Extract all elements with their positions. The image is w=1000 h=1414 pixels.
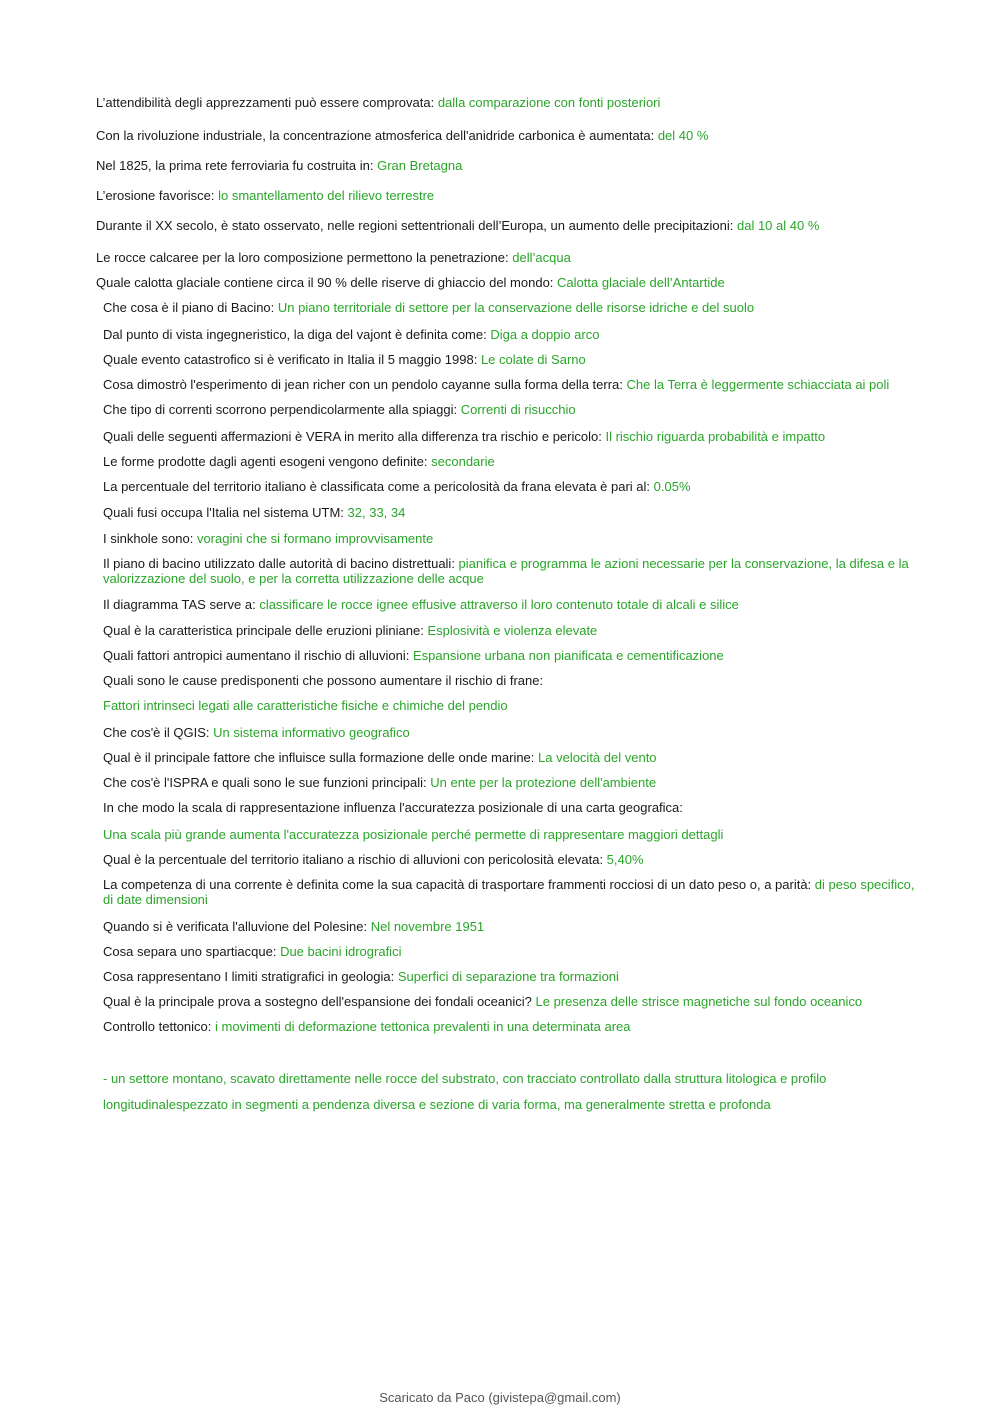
qa-row: [103, 402, 576, 417]
answer-text: 0.05%: [653, 479, 691, 494]
answer-text: Nel novembre 1951: [370, 919, 485, 934]
question-text: Il piano di bacino utilizzato dalle autorità di bacino distrettuali:: [103, 556, 459, 571]
answer-text: 5,40%: [606, 852, 644, 867]
question-text: Qual è il principale fattore che influisce sulla formazione delle onde marine:: [103, 750, 539, 765]
question-text: Con la rivoluzione industriale, la concentrazione atmosferica dell'anidride carbonica è aumentata:: [96, 128, 658, 143]
answer-text: longitudinalespezzato in segmenti a pendenza diversa e sezione di varia forma, ma generalmente stretta e profonda: [103, 1097, 771, 1112]
qa-row: [103, 750, 657, 765]
answer-text: 32, 33, 34: [347, 505, 406, 520]
answer-text: lo smantellamento del rilievo terrestre: [218, 188, 435, 203]
qa-row: [103, 827, 723, 842]
question-text: L’attendibilità degli apprezzamenti può essere comprovata:: [96, 95, 438, 110]
qa-row: [103, 648, 724, 663]
answer-text: classificare le rocce ignee effusive attraverso il loro contenuto totale di alcali e silice: [259, 597, 739, 612]
question-text: Cosa separa uno spartiacque:: [103, 944, 281, 959]
qa-row: [103, 994, 862, 1009]
answer-text: Espansione urbana non pianificata e cementificazione: [413, 648, 724, 663]
question-text: Quale evento catastrofico si è verificato in Italia il 5 maggio 1998:: [103, 352, 481, 367]
question-text: Che cos'è il QGIS:: [103, 725, 214, 740]
answer-text: i movimenti di deformazione tettonica prevalenti in una determinata area: [215, 1019, 631, 1034]
qa-row: [103, 1071, 826, 1086]
question-text: La percentuale del territorio italiano è classificata come a pericolosità da frana elevata è pari al:: [103, 479, 654, 494]
question-text: La competenza di una corrente è definita come la sua capacità di trasportare frammenti rocciosi di un dato peso o, a parità:: [103, 877, 815, 892]
qa-row: [96, 128, 708, 143]
qa-row: [103, 352, 586, 367]
qa-row: [103, 429, 825, 444]
answer-text: di peso specifico, di date dimensioni: [103, 877, 915, 907]
answer-text: del 40 %: [657, 128, 709, 143]
answer-text: Fattori intrinseci legati alle caratteristiche fisiche e chimiche del pendio: [103, 698, 508, 713]
qa-row: [103, 479, 691, 494]
download-footer: Scaricato da Paco (givistepa@gmail.com): [379, 1390, 621, 1405]
qa-row: [103, 852, 644, 867]
question-text: L’erosione favorisce:: [96, 188, 219, 203]
answer-text: Due bacini idrografici: [280, 944, 402, 959]
question-text: I sinkhole sono:: [103, 531, 197, 546]
qa-row: [103, 531, 433, 546]
answer-text: Le presenza delle strisce magnetiche sul fondo oceanico: [535, 994, 863, 1009]
question-text: Quale calotta glaciale contiene circa il 90 % delle riserve di ghiaccio del mondo:: [96, 275, 558, 290]
answer-text: La velocità del vento: [538, 750, 657, 765]
question-text: Durante il XX secolo, è stato osservato, nelle regioni settentrionali dell’Europa, un aumento delle precipitazioni:: [96, 218, 737, 233]
qa-row: [96, 188, 434, 203]
qa-row: [103, 673, 543, 688]
question-text: Nel 1825, la prima rete ferroviaria fu costruita in:: [96, 158, 378, 173]
answer-text: Un ente per la protezione dell'ambiente: [430, 775, 657, 790]
question-text: Quali fattori antropici aumentano il rischio di alluvioni:: [103, 648, 413, 663]
qa-row: [103, 969, 619, 984]
qa-row: [103, 454, 495, 469]
answer-text: dell’acqua: [512, 250, 571, 265]
answer-text: Gran Bretagna: [377, 158, 463, 173]
answer-text: Le colate di Sarno: [480, 352, 586, 367]
question-text: Controllo tettonico:: [103, 1019, 216, 1034]
qa-row: [103, 623, 597, 638]
question-text: Che cosa è il piano di Bacino:: [103, 300, 278, 315]
qa-row: [96, 95, 660, 110]
qa-row: [103, 327, 599, 342]
question-text: Cosa dimostrò l'esperimento di jean richer con un pendolo cayanne sulla forma della terra:: [103, 377, 627, 392]
answer-text: Che la Terra è leggermente schiacciata ai poli: [626, 377, 890, 392]
question-text: Le rocce calcaree per la loro composizione permettono la penetrazione:: [96, 250, 513, 265]
answer-text: secondarie: [431, 454, 495, 469]
question-text: Qual è la caratteristica principale delle eruzioni pliniane:: [103, 623, 428, 638]
qa-row: [96, 218, 819, 233]
qa-row: [103, 800, 683, 815]
question-text: Dal punto di vista ingegneristico, la diga del vajont è definita come:: [103, 327, 491, 342]
qa-row: [103, 505, 405, 520]
answer-text: Esplosività e violenza elevate: [427, 623, 598, 638]
answer-text: Diga a doppio arco: [490, 327, 600, 342]
qa-row: [103, 1019, 631, 1034]
answer-text: pianifica e programma le azioni necessarie per la conservazione, la difesa e la valorizzazione del suolo, e per la corretta utilizzazione delle acque: [103, 556, 909, 586]
qa-row: [103, 300, 754, 315]
qa-row: [103, 597, 739, 612]
question-text: Quali delle seguenti affermazioni è VERA in merito alla differenza tra rischio e pericolo:: [103, 429, 606, 444]
qa-row: [96, 158, 462, 173]
qa-row: [96, 250, 571, 265]
qa-row: [103, 877, 918, 907]
question-text: Qual è la principale prova a sostegno dell'espansione dei fondali oceanici?: [103, 994, 536, 1009]
answer-text: dalla comparazione con fonti posteriori: [437, 95, 661, 110]
answer-text: Superfici di separazione tra formazioni: [397, 969, 619, 984]
question-text: Qual è la percentuale del territorio italiano a rischio di alluvioni con pericolosità elevata:: [103, 852, 607, 867]
question-text: Cosa rappresentano I limiti stratigrafici in geologia:: [103, 969, 398, 984]
qa-row: [103, 698, 508, 713]
answer-text: Correnti di risucchio: [460, 402, 576, 417]
answer-text: Un sistema informativo geografico: [213, 725, 410, 740]
answer-text: Il rischio riguarda probabilità e impatto: [605, 429, 826, 444]
question-text: Quando si è verificata l'alluvione del Polesine:: [103, 919, 371, 934]
qa-row: [103, 556, 918, 586]
qa-row: [103, 775, 656, 790]
qa-row: [103, 377, 889, 392]
answer-text: voragini che si formano improvvisamente: [196, 531, 434, 546]
question-text: Che tipo di correnti scorrono perpendicolarmente alla spiaggi:: [103, 402, 461, 417]
answer-text: dal 10 al 40 %: [736, 218, 820, 233]
question-text: Il diagramma TAS serve a:: [103, 597, 260, 612]
answer-text: Calotta glaciale dell’Antartide: [557, 275, 725, 290]
question-text: Che cos'è l'ISPRA e quali sono le sue funzioni principali:: [103, 775, 431, 790]
qa-row: [96, 275, 725, 290]
qa-row: [103, 725, 410, 740]
question-text: In che modo la scala di rappresentazione influenza l'accuratezza posizionale di una carta geografica:: [103, 800, 683, 815]
answer-text: Un piano territoriale di settore per la conservazione delle risorse idriche e del suolo: [277, 300, 755, 315]
question-text: Quali fusi occupa l'Italia nel sistema UTM:: [103, 505, 348, 520]
question-text: Le forme prodotte dagli agenti esogeni vengono definite:: [103, 454, 432, 469]
qa-row: [103, 944, 401, 959]
qa-row: [103, 1097, 771, 1112]
question-text: Quali sono le cause predisponenti che possono aumentare il rischio di frane:: [103, 673, 544, 688]
answer-text: - un settore montano, scavato direttamente nelle rocce del substrato, con tracciato controllato dalla struttura litologica e profilo: [103, 1071, 827, 1086]
qa-row: [103, 919, 484, 934]
answer-text: Una scala più grande aumenta l'accuratezza posizionale perché permette di rappresentare maggiori dettagli: [103, 827, 724, 842]
